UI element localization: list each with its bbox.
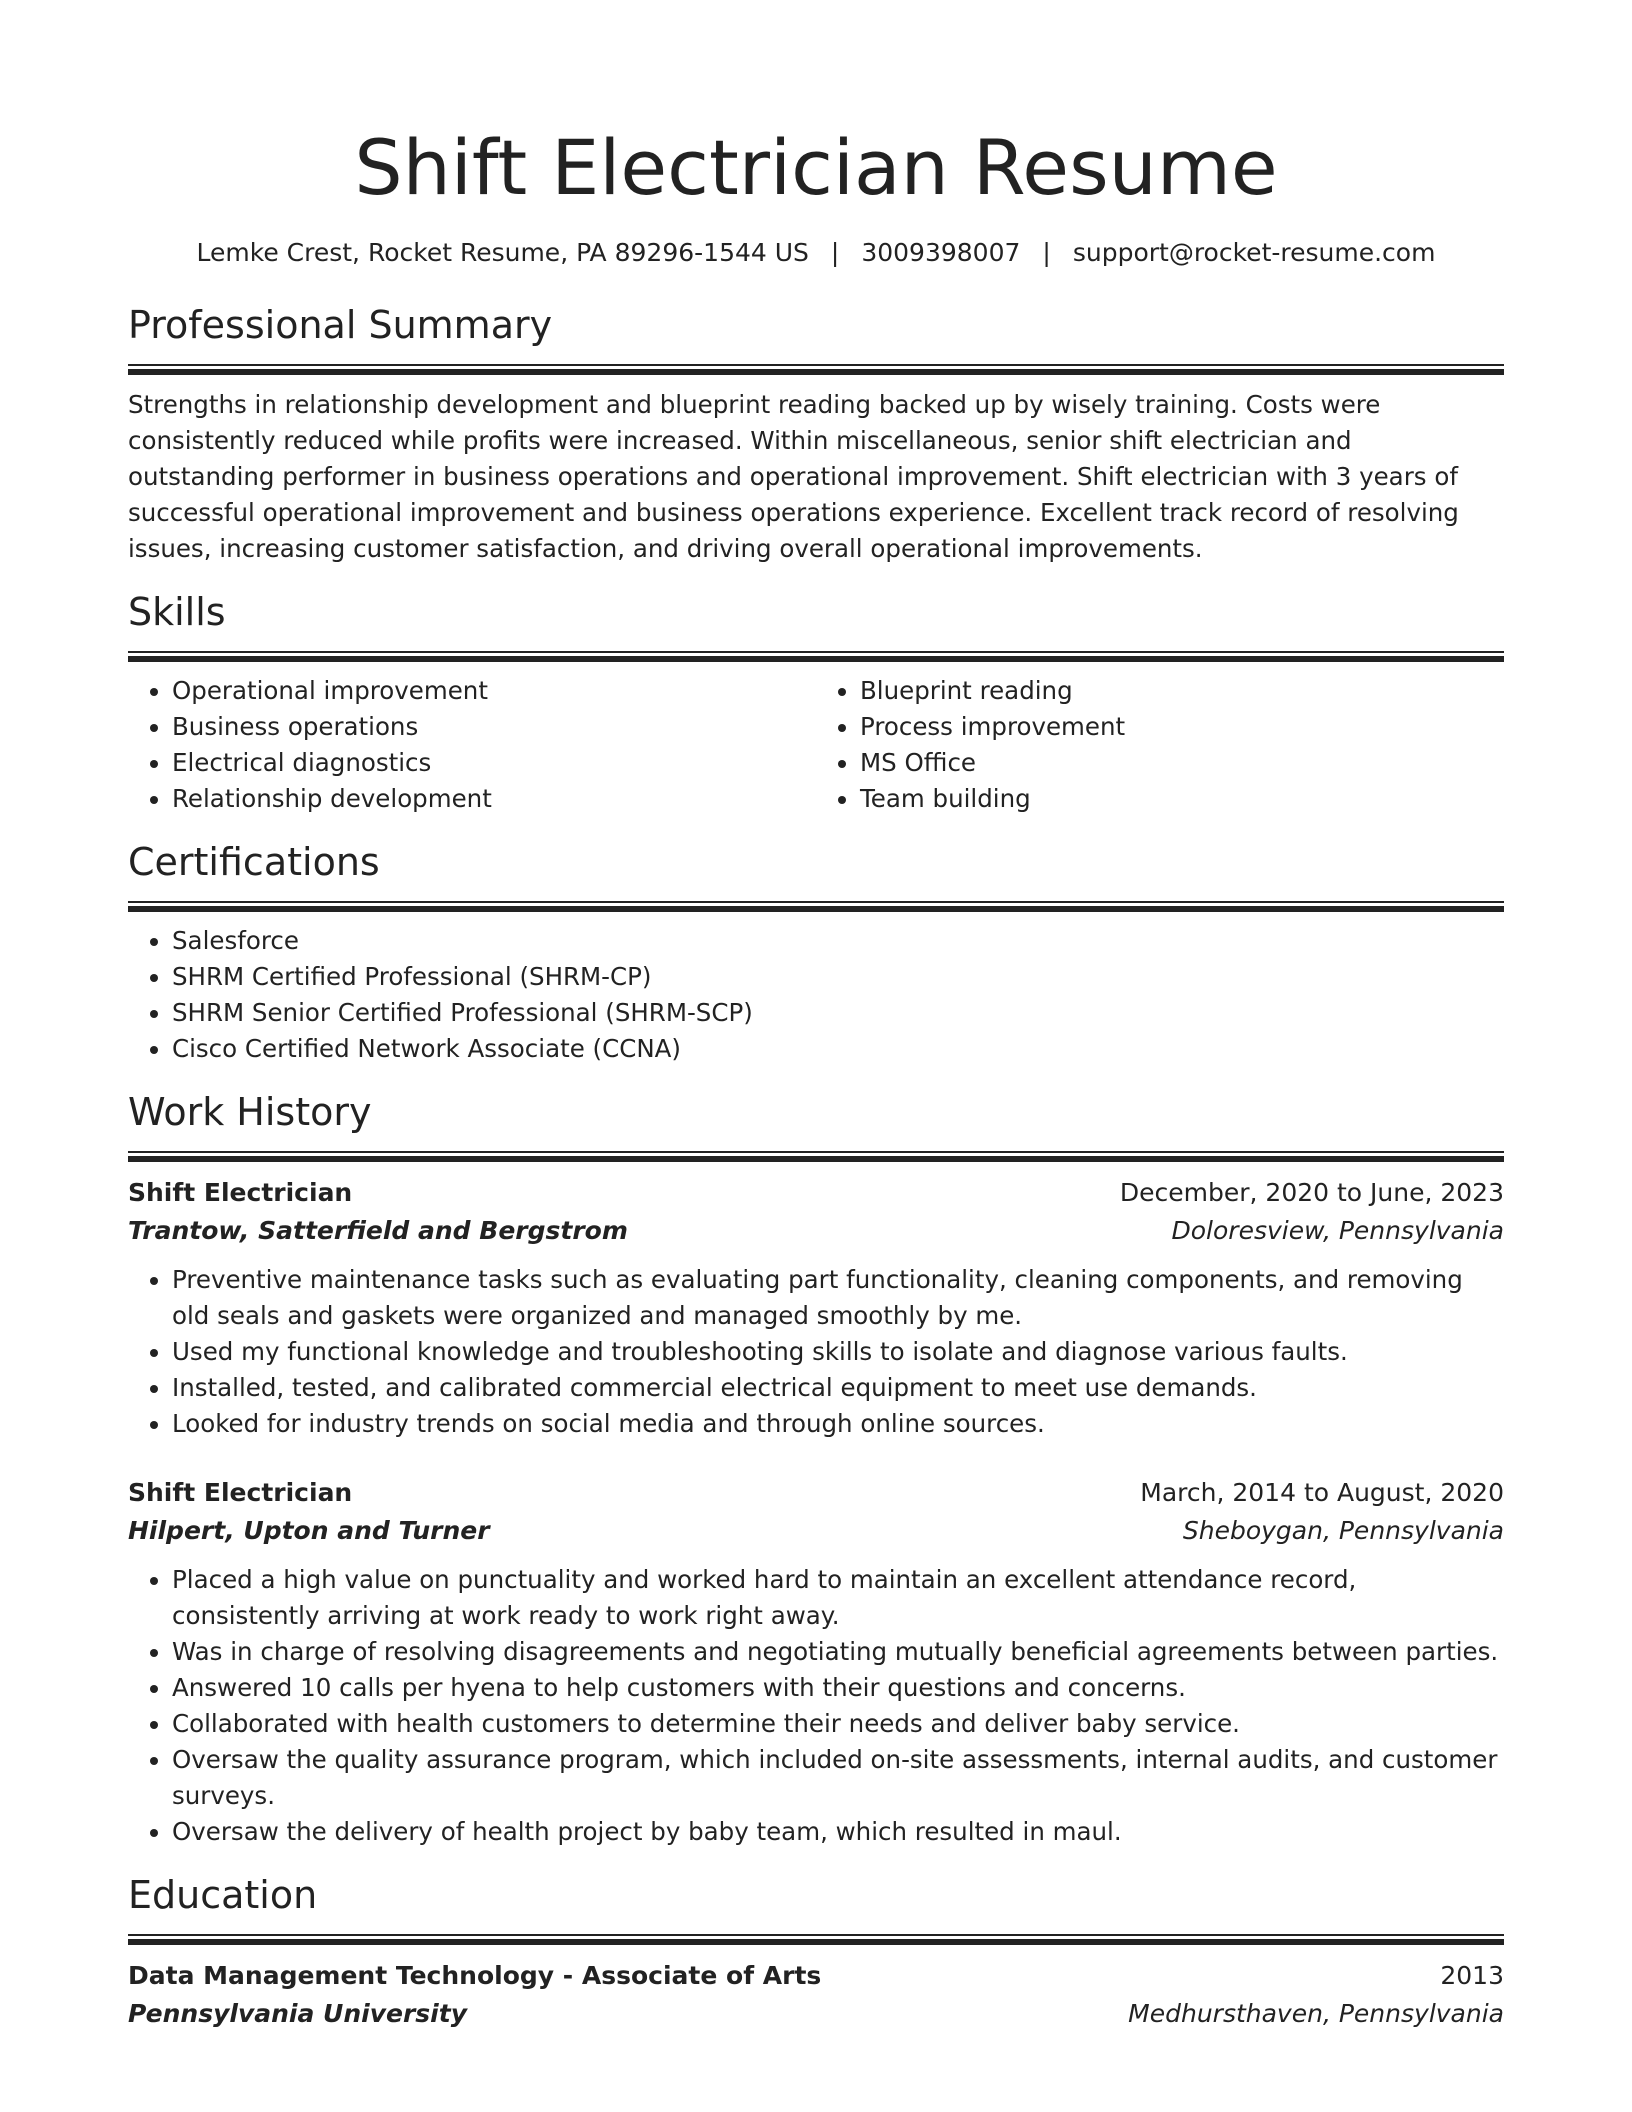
job-entry (128, 1174, 1504, 1442)
job-dates: December, 2020 to June, 2023 (1119, 1178, 1504, 1207)
section-divider (128, 1151, 1504, 1162)
skill-item: • Relationship development (172, 781, 816, 817)
work-history-section (128, 1087, 1504, 1850)
education-location: Medhursthaven, Pennsylvania (1128, 1999, 1504, 2028)
section-heading-skills: Skills (128, 590, 226, 634)
job-dates: March, 2014 to August, 2020 (1140, 1478, 1504, 1507)
section-heading-work: Work History (128, 1090, 372, 1134)
education-school: Pennsylvania University (128, 1999, 468, 2028)
job-location: Sheboygan, Pennsylvania (1182, 1516, 1504, 1545)
page-title: Shift Electrician Resume (354, 123, 1278, 212)
certifications-list (128, 923, 1504, 1067)
section-heading-education: Education (128, 1873, 318, 1917)
job-company-row (128, 1212, 1504, 1250)
contact-separator: | (1042, 238, 1051, 267)
summary-section (128, 300, 1504, 567)
skill-item: • Electrical diagnostics (172, 745, 816, 781)
section-heading-summary: Professional Summary (128, 303, 553, 347)
job-header-row (128, 1174, 1504, 1212)
certification-item: • SHRM Senior Certified Professional (SHRM-SCP) (172, 995, 1504, 1031)
education-year: 2013 (1440, 1961, 1504, 1990)
contact-separator: | (830, 238, 840, 267)
education-entry (128, 1957, 1504, 2033)
skills-list-right (816, 673, 1504, 817)
job-bullets (128, 1562, 1504, 1850)
job-company-row (128, 1512, 1504, 1550)
section-divider (128, 901, 1504, 912)
section-heading-certifications: Certifications (128, 840, 380, 884)
job-bullet: • Installed, tested, and calibrated commercial electrical equipment to meet use demands. (172, 1370, 1504, 1406)
summary-text: Strengths in relationship development and blueprint reading backed up by wisely training. Costs were consistently reduced while profits were increased. Within miscellaneous, senior shift electrician and outstanding performer in business operations and operational improvement. Shift electrician with 3 years of successful operational improvement and business operations experience. Excellent track record of resolving issues, increasing customer satisfaction, and driving overall operational improvements. (128, 390, 1459, 563)
job-company: Trantow, Satterfield and Bergstrom (128, 1216, 628, 1245)
education-section (128, 1870, 1504, 2033)
job-header-row (128, 1474, 1504, 1512)
job-bullet: • Oversaw the quality assurance program, which included on-site assessments, internal audits, and customer surveys. (172, 1742, 1504, 1814)
education-degree: Data Management Technology - Associate of Arts (128, 1961, 822, 1990)
section-divider (128, 1934, 1504, 1945)
skill-item: • Operational improvement (172, 673, 816, 709)
job-title: Shift Electrician (128, 1478, 353, 1507)
education-school-row (128, 1995, 1504, 2033)
section-divider (128, 651, 1504, 662)
job-title: Shift Electrician (128, 1178, 353, 1207)
contact-address: Lemke Crest, Rocket Resume, PA 89296-1544 US (196, 238, 809, 267)
job-bullet: • Preventive maintenance tasks such as evaluating part functionality, cleaning components, and removing old seals and gaskets were organized and managed smoothly by me. (172, 1262, 1504, 1334)
job-bullet: • Placed a high value on punctuality and worked hard to maintain an excellent attendance record, consistently arriving at work ready to work right away. (172, 1562, 1504, 1634)
education-header-row (128, 1957, 1504, 1995)
job-location: Doloresview, Pennsylvania (1171, 1216, 1504, 1245)
skill-item: • Blueprint reading (860, 673, 1504, 709)
job-bullets (128, 1262, 1504, 1442)
job-bullet: • Looked for industry trends on social media and through online sources. (172, 1406, 1504, 1442)
certifications-section (128, 837, 1504, 1067)
skills-grid (128, 673, 1504, 817)
certification-item: • Cisco Certified Network Associate (CCNA) (172, 1031, 1504, 1067)
contact-email: support@rocket-resume.com (1072, 238, 1436, 267)
skills-list-left (128, 673, 816, 817)
certification-item: • SHRM Certified Professional (SHRM-CP) (172, 959, 1504, 995)
skill-item: • Team building (860, 781, 1504, 817)
skill-item: • Business operations (172, 709, 816, 745)
job-bullet: • Oversaw the delivery of health project by baby team, which resulted in maul. (172, 1814, 1504, 1850)
certification-item: • Salesforce (172, 923, 1504, 959)
section-divider (128, 364, 1504, 375)
job-bullet: • Used my functional knowledge and troubleshooting skills to isolate and diagnose various faults. (172, 1334, 1504, 1370)
contact-phone: 3009398007 (861, 238, 1021, 267)
job-entry (128, 1474, 1504, 1850)
contact-line (128, 236, 1504, 270)
job-bullet: • Collaborated with health customers to determine their needs and deliver baby service. (172, 1706, 1504, 1742)
job-bullet: • Answered 10 calls per hyena to help customers with their questions and concerns. (172, 1670, 1504, 1706)
skill-item: • Process improvement (860, 709, 1504, 745)
job-bullet: • Was in charge of resolving disagreements and negotiating mutually beneficial agreements between parties. (172, 1634, 1504, 1670)
skill-item: • MS Office (860, 745, 1504, 781)
job-company: Hilpert, Upton and Turner (128, 1516, 490, 1545)
skills-section (128, 587, 1504, 817)
